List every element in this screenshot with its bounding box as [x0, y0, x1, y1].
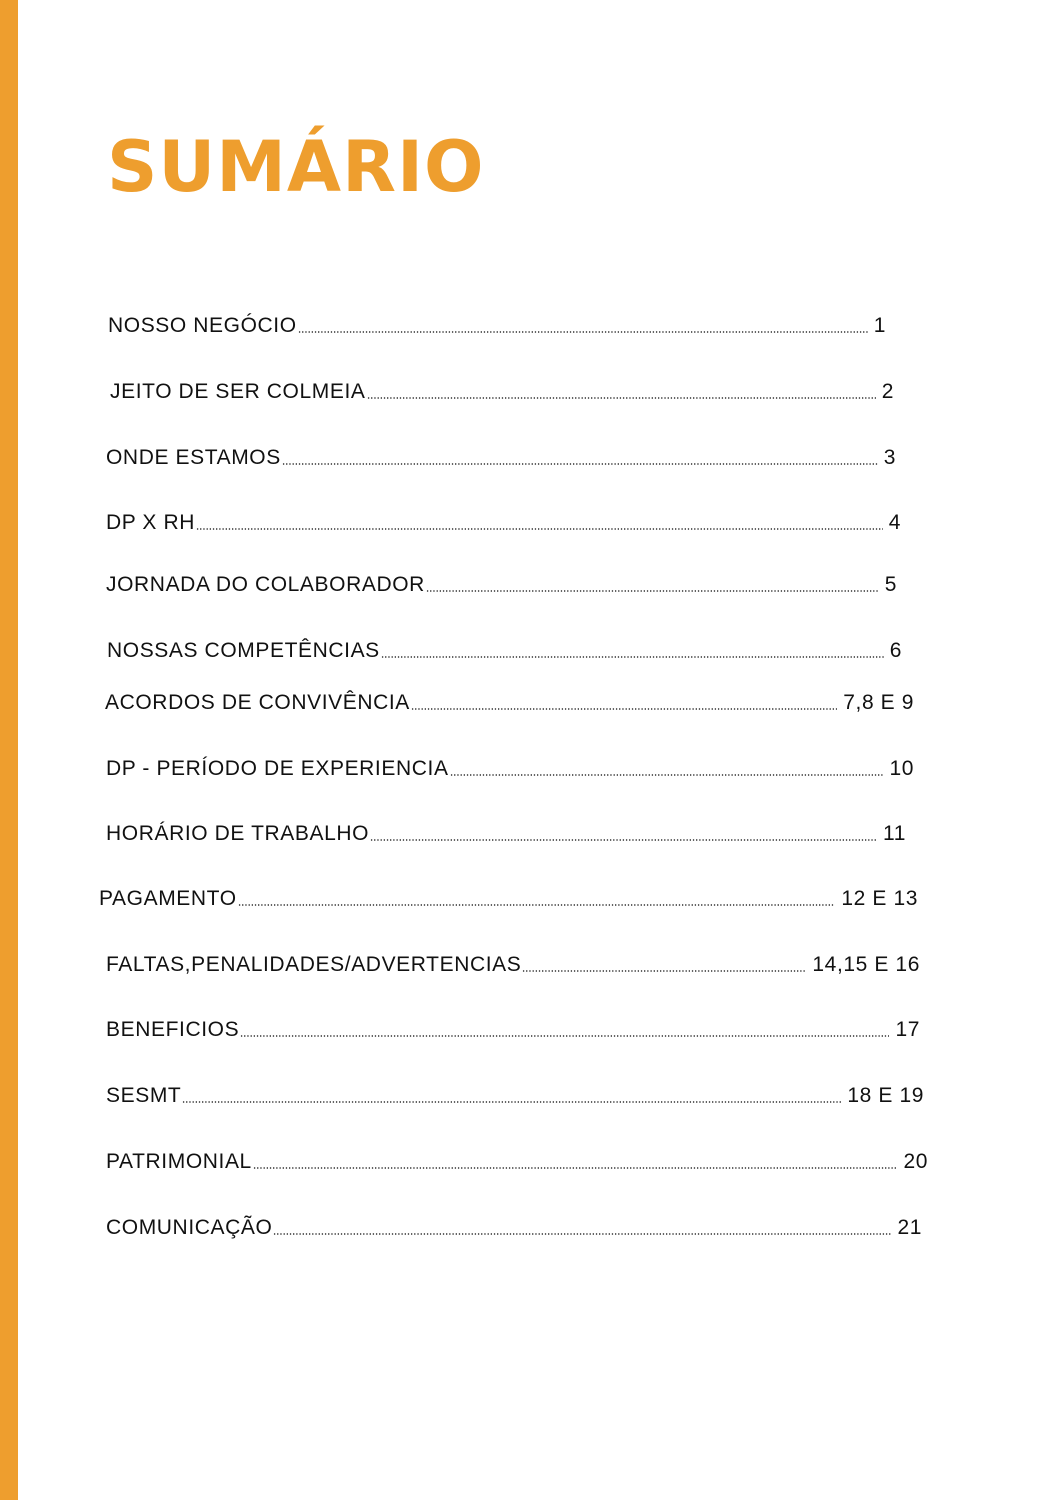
- toc-dot-leader: [196, 528, 883, 530]
- toc-dot-leader: [282, 463, 878, 465]
- toc-dot-leader: [411, 708, 837, 710]
- toc-entry-label: NOSSAS COMPETÊNCIAS: [107, 639, 380, 662]
- page-title: SUMÁRIO: [107, 126, 485, 208]
- toc-entry-label: JORNADA DO COLABORADOR: [106, 573, 425, 596]
- accent-bar: [0, 0, 18, 1500]
- toc-dot-leader: [240, 1035, 889, 1037]
- toc-entry[interactable]: [105, 687, 914, 715]
- toc-entry-label: PAGAMENTO: [99, 887, 237, 910]
- toc-entry-page: 4: [888, 511, 901, 534]
- toc-entry[interactable]: [106, 1212, 922, 1240]
- toc-entry-label: SESMT: [106, 1084, 182, 1107]
- toc-entry-label: ACORDOS DE CONVIVÊNCIA: [105, 691, 410, 714]
- toc-entry-label: COMUNICAÇÃO: [106, 1216, 273, 1239]
- toc-entry-page: 2: [881, 380, 894, 403]
- toc-entry-label: ONDE ESTAMOS: [106, 446, 281, 469]
- toc-dot-leader: [238, 904, 836, 906]
- toc-entry-page: 7,8 E 9: [843, 691, 914, 714]
- toc-entry-page: 10: [889, 757, 914, 780]
- toc-entry-label: HORÁRIO DE TRABALHO: [106, 822, 370, 845]
- toc-entry-page: 6: [889, 639, 902, 662]
- toc-entry[interactable]: [106, 569, 897, 597]
- toc-entry[interactable]: [110, 376, 894, 404]
- toc-entry[interactable]: [106, 753, 914, 781]
- toc-entry[interactable]: [106, 818, 906, 846]
- toc-dot-leader: [370, 839, 877, 841]
- toc-entry[interactable]: [107, 635, 902, 663]
- toc-dot-leader: [253, 1167, 898, 1169]
- toc-entry-label: BENEFICIOS: [106, 1018, 240, 1041]
- toc-entry[interactable]: [108, 310, 886, 338]
- toc-entry[interactable]: [106, 1080, 924, 1108]
- toc-entry-page: 1: [873, 314, 886, 337]
- toc-dot-leader: [367, 397, 876, 399]
- toc-dot-leader: [426, 590, 879, 592]
- toc-entry-page: 17: [895, 1018, 920, 1041]
- toc-dot-leader: [450, 774, 884, 776]
- toc-dot-leader: [522, 970, 806, 972]
- toc-dot-leader: [182, 1101, 841, 1103]
- toc-entry[interactable]: [99, 883, 918, 911]
- toc-entry-page: 5: [884, 573, 897, 596]
- toc-entry-page: 3: [883, 446, 896, 469]
- toc-entry-label: JEITO DE SER COLMEIA: [110, 380, 366, 403]
- toc-dot-leader: [381, 656, 884, 658]
- toc-entry-label: PATRIMONIAL: [106, 1150, 252, 1173]
- toc-entry-page: 20: [903, 1150, 928, 1173]
- toc-entry[interactable]: [106, 507, 901, 535]
- toc-dot-leader: [298, 331, 868, 333]
- toc-entry-label: DP X RH: [106, 511, 195, 534]
- toc-entry[interactable]: [106, 1146, 928, 1174]
- toc-entry[interactable]: [106, 442, 896, 470]
- toc-entry[interactable]: [106, 1014, 920, 1042]
- toc-entry-page: 12 E 13: [841, 887, 918, 910]
- toc-entry-label: FALTAS,PENALIDADES/ADVERTENCIAS: [106, 953, 522, 976]
- toc-entry-page: 11: [883, 822, 906, 845]
- toc-dot-leader: [273, 1233, 891, 1235]
- toc-entry[interactable]: [106, 949, 920, 977]
- toc-entry-label: NOSSO NEGÓCIO: [108, 314, 297, 337]
- toc-entry-page: 18 E 19: [847, 1084, 924, 1107]
- toc-entry-label: DP - PERÍODO DE EXPERIENCIA: [106, 757, 449, 780]
- toc-entry-page: 21: [897, 1216, 922, 1239]
- toc-entry-page: 14,15 E 16: [812, 953, 920, 976]
